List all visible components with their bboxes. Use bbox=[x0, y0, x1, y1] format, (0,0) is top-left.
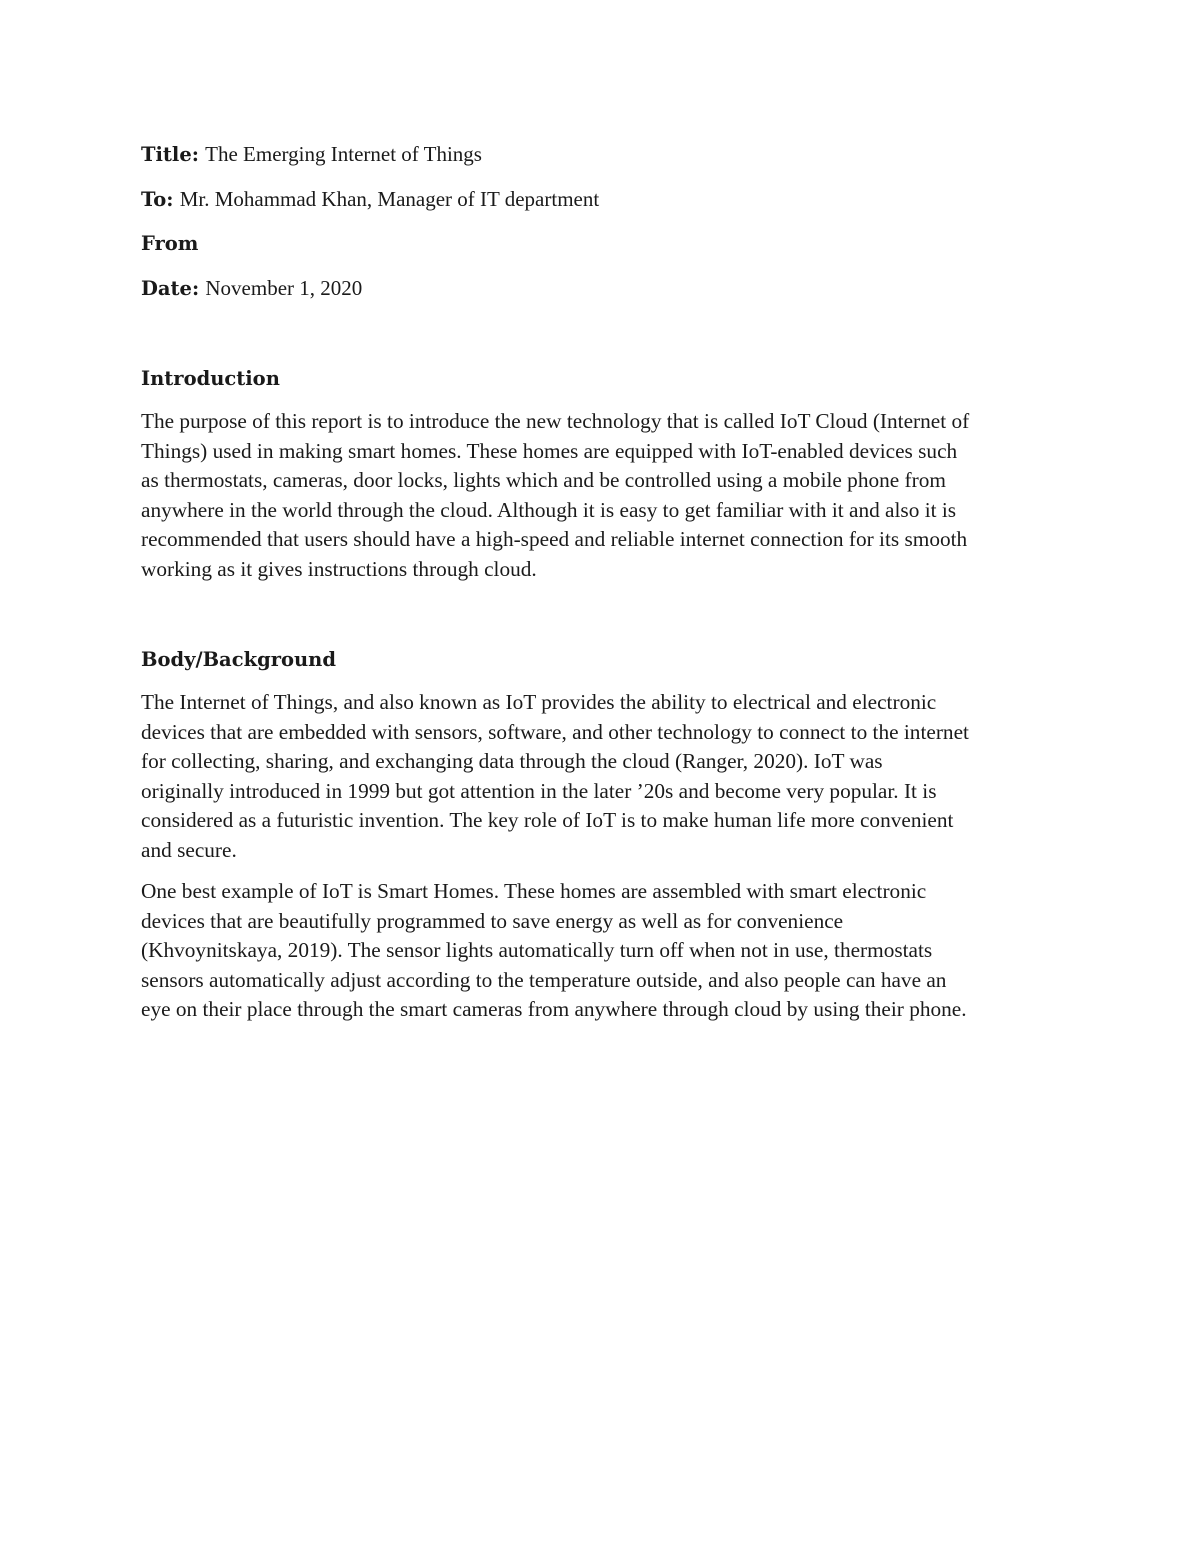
memo-date-line bbox=[141, 274, 1071, 303]
paragraph-line: sensors automatically adjust according to the temperature outside, and also people can have an bbox=[141, 967, 947, 992]
paragraph-line: and secure. bbox=[141, 837, 237, 862]
paragraph-line: anywhere in the world through the cloud. Although it is easy to get familiar with it and also it is bbox=[141, 497, 957, 522]
paragraph-line: devices that are embedded with sensors, software, and other technology to connect to the internet bbox=[141, 719, 969, 744]
paragraph-line: (Khvoynitskaya, 2019). The sensor lights automatically turn off when not in use, thermostats bbox=[141, 938, 933, 962]
memo-title-value: The Emerging Internet of Things bbox=[205, 142, 482, 166]
memo-date-label: Date: bbox=[141, 277, 200, 300]
introduction-heading: Introduction bbox=[141, 367, 280, 390]
document-page bbox=[141, 140, 1071, 1037]
memo-title-line bbox=[141, 140, 1071, 169]
memo-date-value: November 1, 2020 bbox=[205, 276, 363, 300]
paragraph-line: The Internet of Things, and also known as IoT provides the ability to electrical and electronic bbox=[141, 690, 937, 714]
body-paragraph-2 bbox=[141, 877, 1071, 1025]
paragraph-line: for collecting, sharing, and exchanging data through the cloud (Ranger, 2020). IoT was bbox=[141, 749, 883, 773]
body-paragraph-1 bbox=[141, 688, 1071, 865]
paragraph-line: as thermostats, cameras, door locks, lights which and be controlled using a mobile phone from bbox=[141, 468, 946, 492]
memo-to-line bbox=[141, 185, 1071, 214]
paragraph-line: The purpose of this report is to introduce the new technology that is called IoT Cloud (Internet of bbox=[141, 409, 970, 433]
paragraph-line: devices that are beautifully programmed to save energy as well as for convenience bbox=[141, 908, 844, 933]
body-background-heading: Body/Background bbox=[141, 648, 336, 671]
paragraph-line: One best example of IoT is Smart Homes. These homes are assembled with smart electronic bbox=[141, 879, 927, 903]
paragraph-line: Things) used in making smart homes. These homes are equipped with IoT-enabled devices such bbox=[141, 438, 958, 463]
memo-title-label: Title: bbox=[141, 143, 199, 166]
paragraph-line: originally introduced in 1999 but got attention in the later ’20s and become very popular. It is bbox=[141, 778, 937, 803]
memo-from-label: From bbox=[141, 232, 199, 255]
paragraph-line: working as it gives instructions through cloud. bbox=[141, 556, 537, 581]
memo-from-line bbox=[141, 230, 1071, 258]
introduction-paragraph bbox=[141, 407, 1071, 584]
paragraph-line: eye on their place through the smart cameras from anywhere through cloud by using their phone. bbox=[141, 997, 967, 1021]
memo-to-value: Mr. Mohammad Khan, Manager of IT department bbox=[179, 187, 600, 211]
paragraph-line: recommended that users should have a high-speed and reliable internet connection for its smooth bbox=[141, 527, 968, 551]
paragraph-line: considered as a futuristic invention. The key role of IoT is to make human life more convenient bbox=[141, 808, 954, 832]
memo-to-label: To: bbox=[141, 188, 174, 211]
